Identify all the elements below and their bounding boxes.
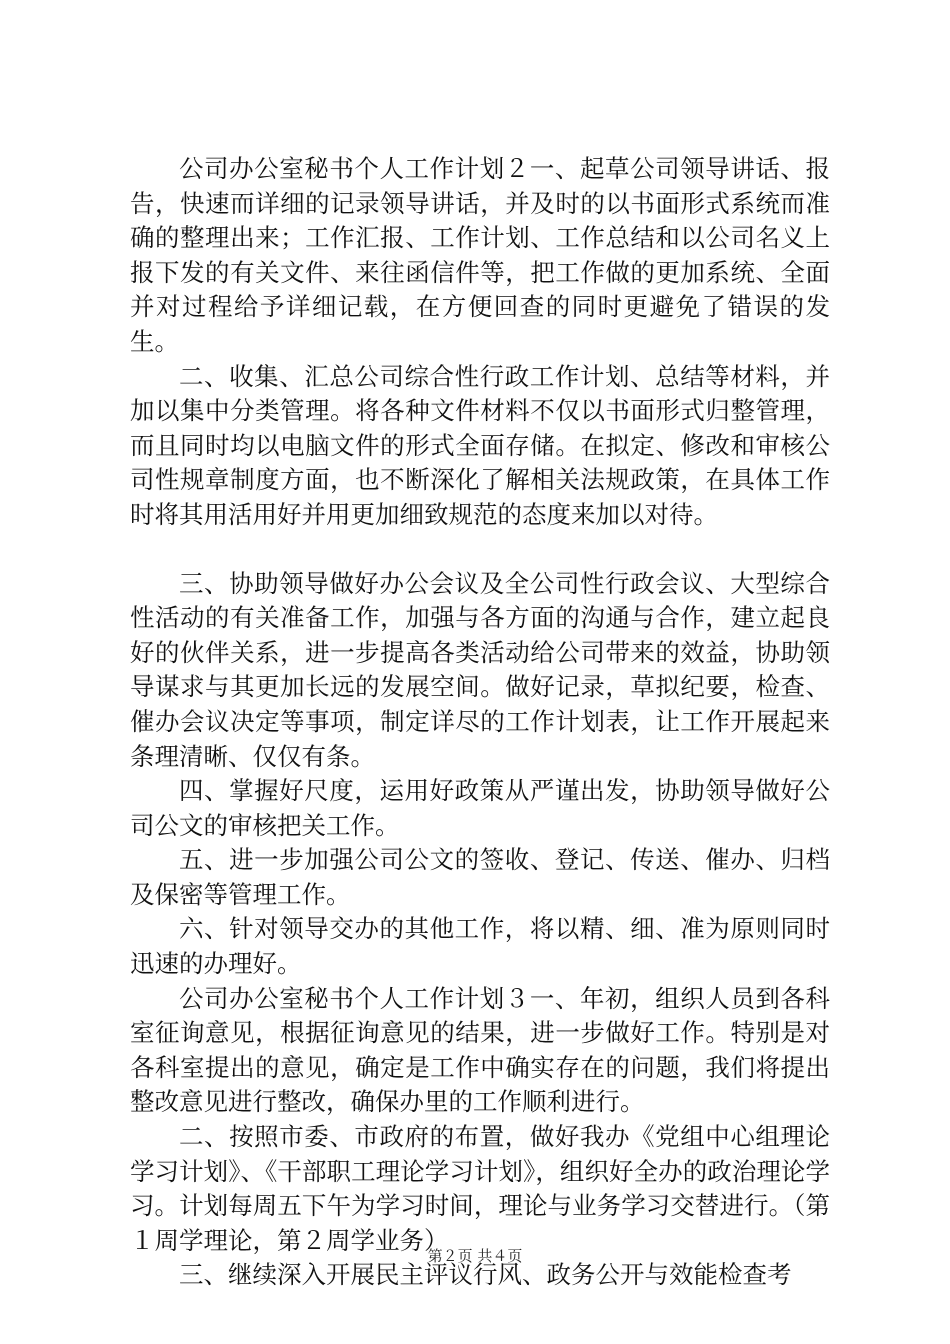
paragraph-6: 六、针对领导交办的其他工作，将以精、细、准为原则同时迅速的办理好。 (130, 914, 830, 979)
paragraph-8: 二、按照市委、市政府的布置，做好我办《党组中心组理论学习计划》、《干部职工理论学习计划》，组织好全办的政治理论学习。计划每周五下午为学习时间，理论与业务学习交替进行。（第１周学理论，第２周学业务） (130, 1122, 830, 1255)
paragraph-4: 四、掌握好尺度，运用好政策从严谨出发，协助领导做好公司公文的审核把关工作。 (130, 776, 830, 840)
paragraph-7: 公司办公室秘书个人工作计划３一、年初，组织人员到各科室征询意见，根据征询意见的结果，进一步做好工作。特别是对各科室提出的意见，确定是工作中确实存在的问题，我们将提出整改意见进行整改，确保办里的工作顺利进行。 (130, 983, 830, 1117)
document-body (130, 152, 830, 1293)
paragraph-gap (130, 533, 830, 567)
page-footer (0, 1246, 950, 1266)
paragraph-2: 二、收集、汇总公司综合性行政工作计划、总结等材料，并加以集中分类管理。将各种文件材料不仅以书面形式归整管理，而且同时均以电脑文件的形式全面存储。在拟定、修改和审核公司性规章制度方面，也不断深化了解相关法规政策，在具体工作时将其用活用好并用更加细致规范的态度来加以对待。 (130, 361, 830, 529)
paragraph-1: 公司办公室秘书个人工作计划２一、起草公司领导讲话、报告，快速而详细的记录领导讲话，并及时的以书面形式系统而准确的整理出来；工作汇报、工作计划、工作总结和以公司名义上报下发的有关文件、来往函信件等，把工作做的更加系统、全面并对过程给予详细记载，在方便回查的同时更避免了错误的发生。 (130, 154, 830, 356)
paragraph-9: 三、继续深入开展民主评议行风、政务公开与效能检查考 (179, 1260, 792, 1290)
paragraph-3: 三、协助领导做好办公会议及全公司性行政会议、大型综合性活动的有关准备工作，加强与各方面的沟通与合作，建立起良好的伙伴关系，进一步提高各类活动给公司带来的效益，协助领导谋求与其更加长远的发展空间。做好记录，草拟纪要，检查、催办会议决定等事项，制定详尽的工作计划表，让工作开展起来条理清晰、仅仅有条。 (130, 568, 830, 771)
paragraph-5: 五、进一步加强公司公文的签收、登记、传送、催办、归档及保密等管理工作。 (130, 845, 830, 909)
page-number-label: 第２页 共４页 (427, 1247, 523, 1265)
